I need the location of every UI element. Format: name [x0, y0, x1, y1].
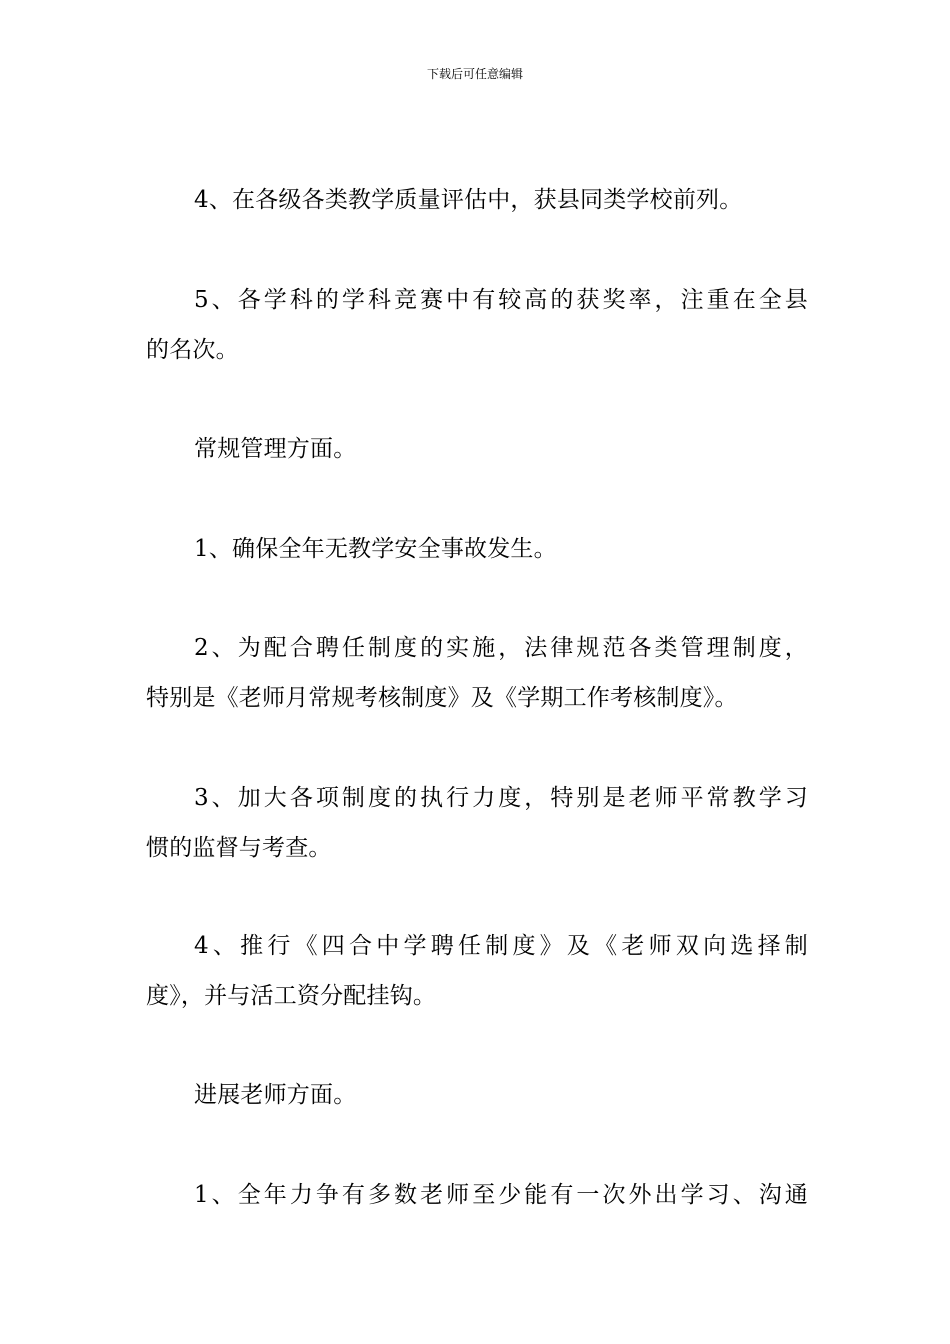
paragraph-line: 惯的监督与考查。	[146, 835, 332, 861]
section-heading-teacher-development	[146, 1070, 808, 1120]
paragraph-line: 5、各学科的学科竞赛中有较高的获奖率，注重在全县	[194, 287, 808, 313]
paragraph-line: 3、加大各项制度的执行力度，特别是老师平常教学习	[194, 785, 808, 811]
paragraph-item-2-regulations	[146, 623, 808, 723]
page-header: 下载后可任意编辑	[426, 67, 523, 81]
paragraph-item-1-external-study	[146, 1170, 808, 1220]
paragraph-item-1-safety	[146, 524, 808, 574]
paragraph-line: 特别是《老师月常规考核制度》及《学期工作考核制度》。	[146, 685, 738, 711]
paragraph-line: 4、推行《四合中学聘任制度》及《老师双向选择制	[194, 933, 808, 959]
paragraph-line: 4、在各级各类教学质量评估中，获县同类学校前列。	[194, 187, 743, 213]
paragraph-line: 常规管理方面。	[194, 436, 357, 462]
paragraph-item-5-competition	[146, 275, 808, 375]
section-heading-routine-management	[146, 424, 808, 474]
paragraph-line: 进展老师方面。	[194, 1082, 357, 1108]
paragraph-item-4-quality	[146, 175, 808, 225]
paragraph-line: 2、为配合聘任制度的实施，法律规范各类管理制度，	[194, 635, 808, 661]
paragraph-line: 度》，并与活工资分配挂钩。	[146, 983, 437, 1009]
paragraph-line: 1、全年力争有多数老师至少能有一次外出学习、沟通	[194, 1182, 808, 1208]
paragraph-line: 1、确保全年无教学安全事故发生。	[194, 536, 557, 562]
paragraph-item-4-appointment	[146, 921, 808, 1021]
paragraph-item-3-enforcement	[146, 773, 808, 873]
paragraph-line: 的名次。	[146, 337, 239, 363]
